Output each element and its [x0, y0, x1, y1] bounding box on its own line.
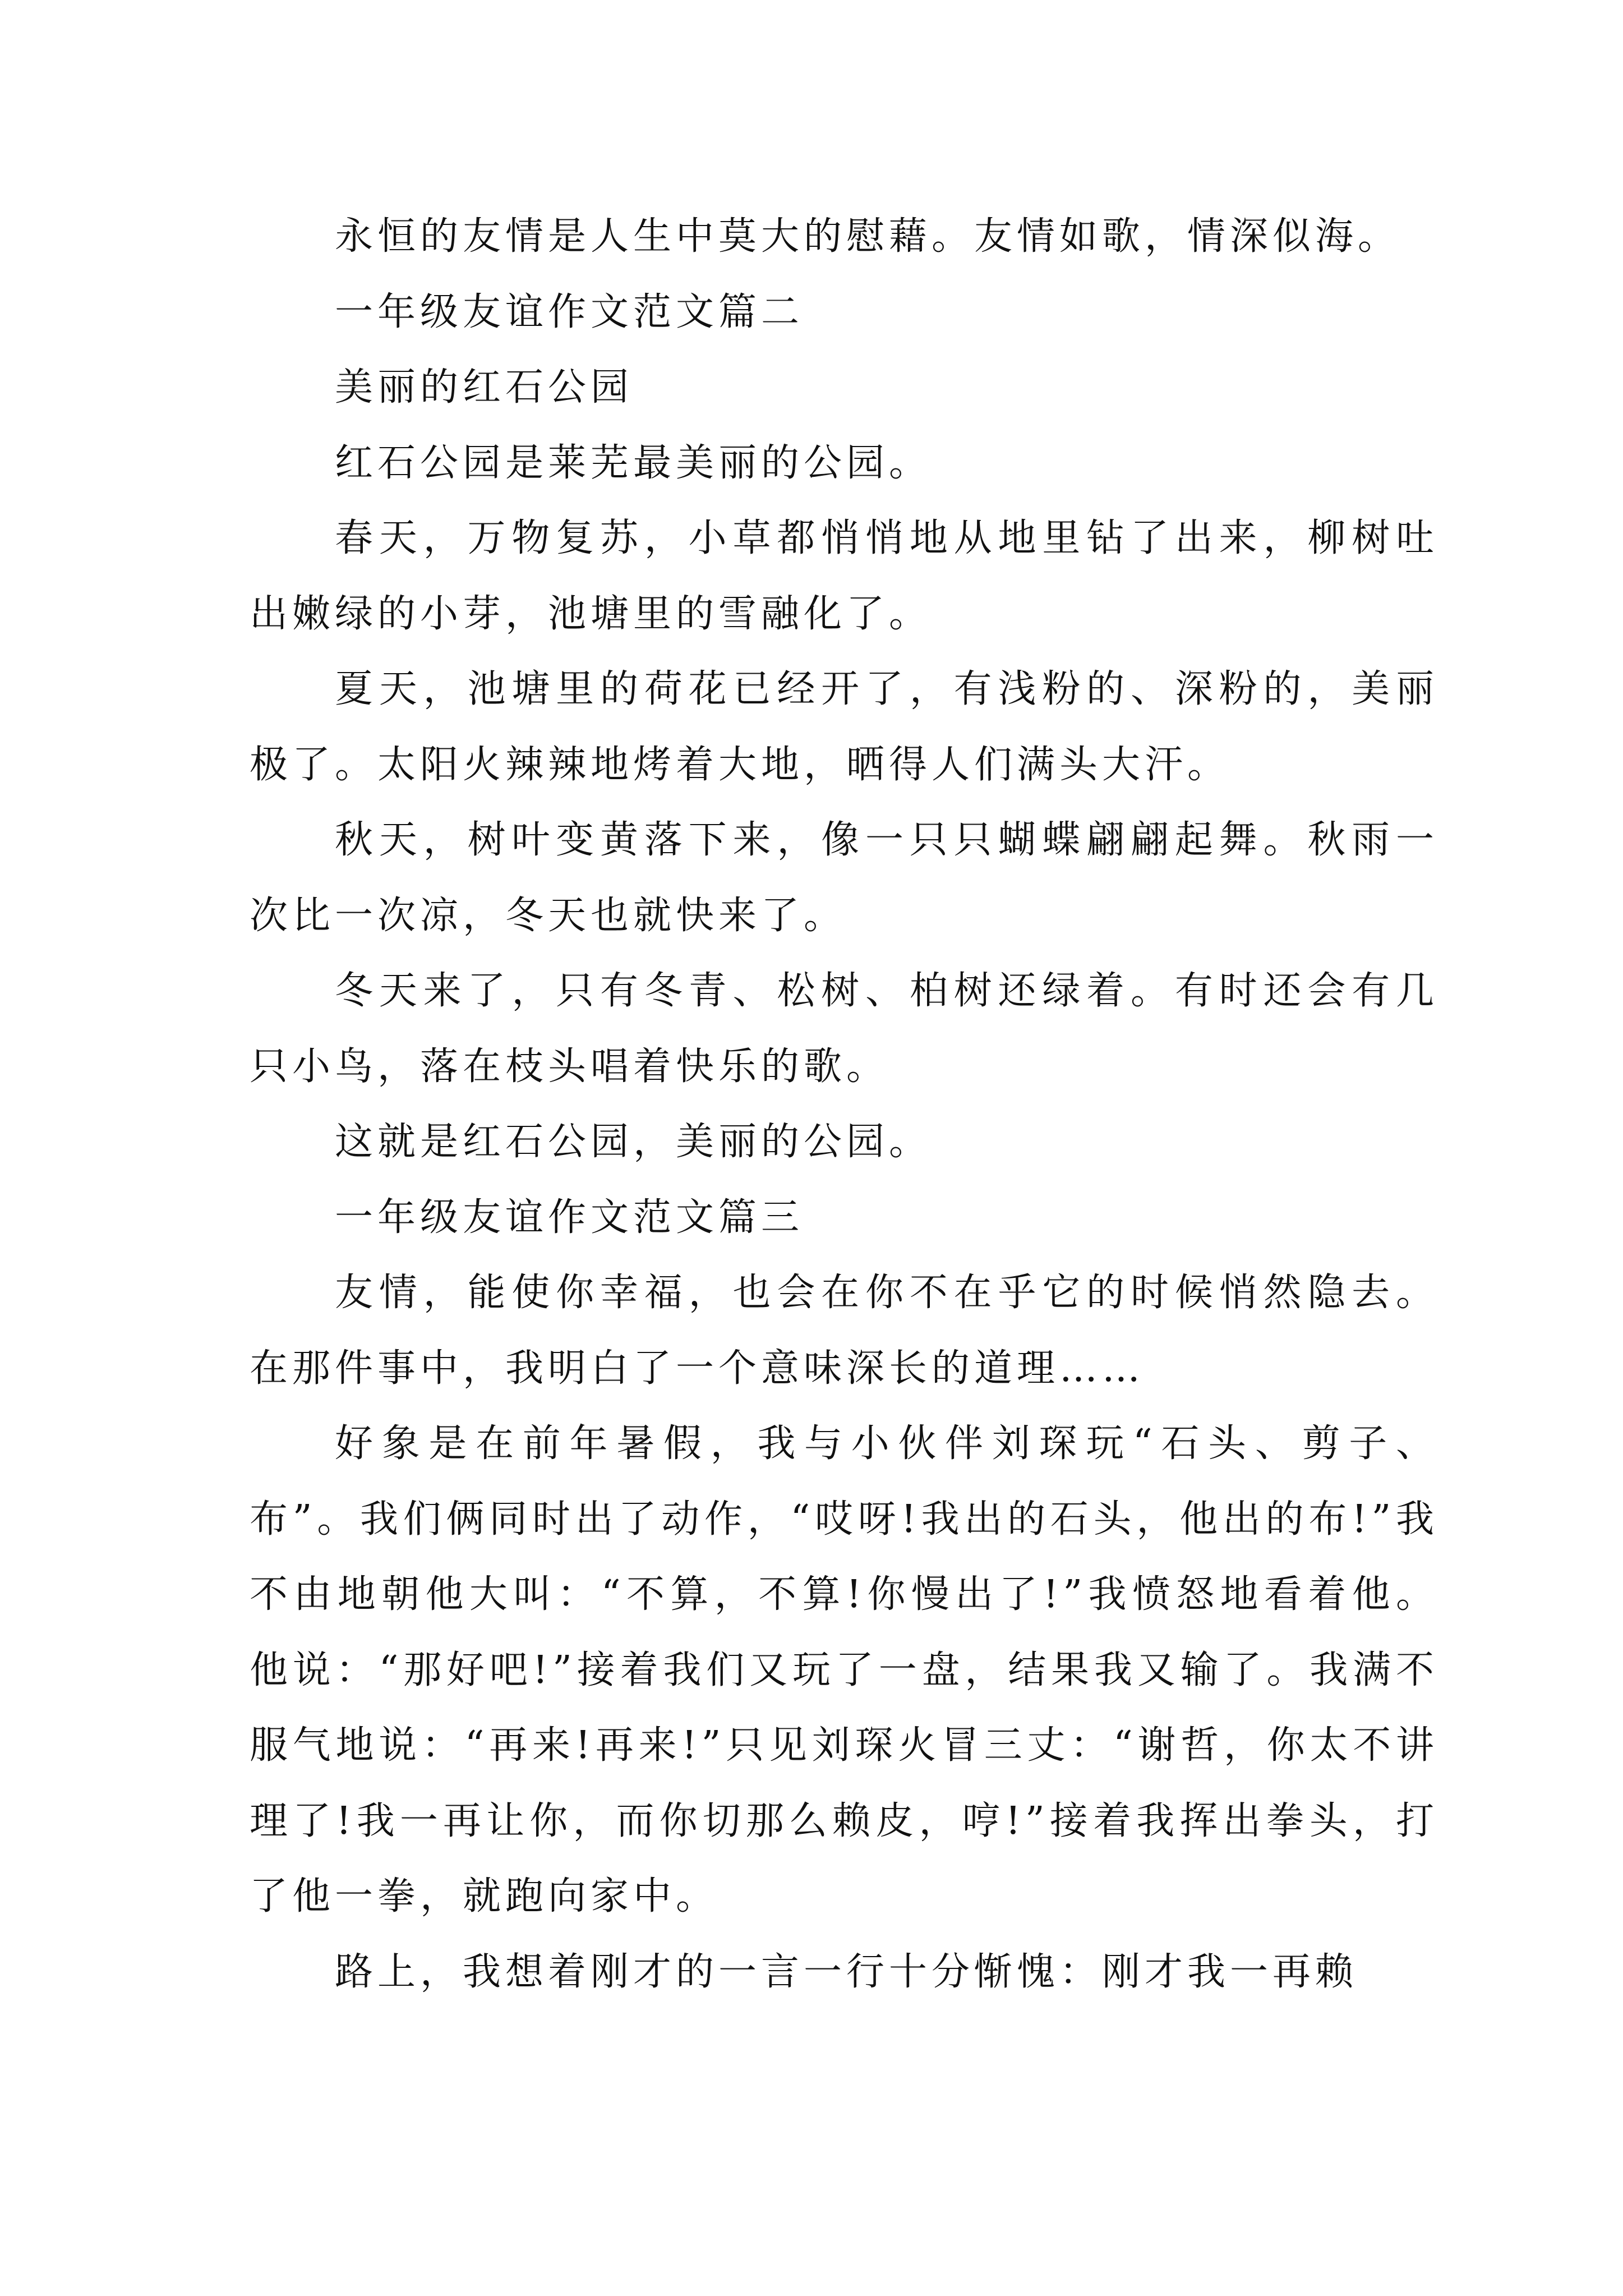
- paragraph-autumn: 秋天，树叶变黄落下来，像一只只蝴蝶翩翩起舞。秋雨一次比一次凉，冬天也就快来了。: [250, 818, 1438, 938]
- paragraph-friendship-closing: 永恒的友情是人生中莫大的慰藉。友情如歌，情深似海。: [335, 214, 1401, 259]
- paragraph-park-intro: 红石公园是莱芜最美丽的公园。: [335, 440, 932, 485]
- paragraph-winter: 冬天来了，只有冬青、松树、柏树还绿着。有时还会有几只小鸟，落在枝头唱着快乐的歌。: [250, 969, 1438, 1089]
- paragraph-park-conclusion: 这就是红石公园，美丽的公园。: [335, 1120, 932, 1164]
- paragraph-summer: 夏天，池塘里的荷花已经开了，有浅粉的、深粉的，美丽极了。太阳火辣辣地烤着大地，晒得人们满头大汗。: [250, 667, 1438, 787]
- paragraph-game-story: 好象是在前年暑假，我与小伙伴刘琛玩“石头、剪子、布”。我们俩同时出了动作，“哎呀!我出的石头，他出的布!”我不由地朝他大叫：“不算，不算!你慢出了!”我愤怒地看着他。他说：“那好吧!”接着我们又玩了一盘，结果我又输了。我满不服气地说：“再来!再来!”只见刘琛火冒三丈：“谢哲，你太不讲理了!我一再让你，而你切那么赖皮，哼!”接着我挥出拳头，打了他一拳，就跑向家中。: [250, 1421, 1438, 1918]
- essay-title-hongshi-park: 美丽的红石公园: [335, 365, 634, 409]
- document-body: [250, 199, 1438, 2010]
- paragraph-spring: 春天，万物复苏，小草都悄悄地从地里钻了出来，柳树吐出嫩绿的小芽，池塘里的雪融化了。: [250, 516, 1438, 636]
- paragraph-friendship-intro: 友情，能使你幸福，也会在你不在乎它的时候悄然隐去。在那件事中，我明白了一个意味深长的道理……: [250, 1271, 1438, 1391]
- section-heading-essay-three: 一年级友谊作文范文篇三: [335, 1195, 804, 1240]
- section-heading-essay-two: 一年级友谊作文范文篇二: [335, 289, 804, 334]
- paragraph-reflection: 路上，我想着刚才的一言一行十分惭愧：刚才我一再赖: [335, 1949, 1358, 1994]
